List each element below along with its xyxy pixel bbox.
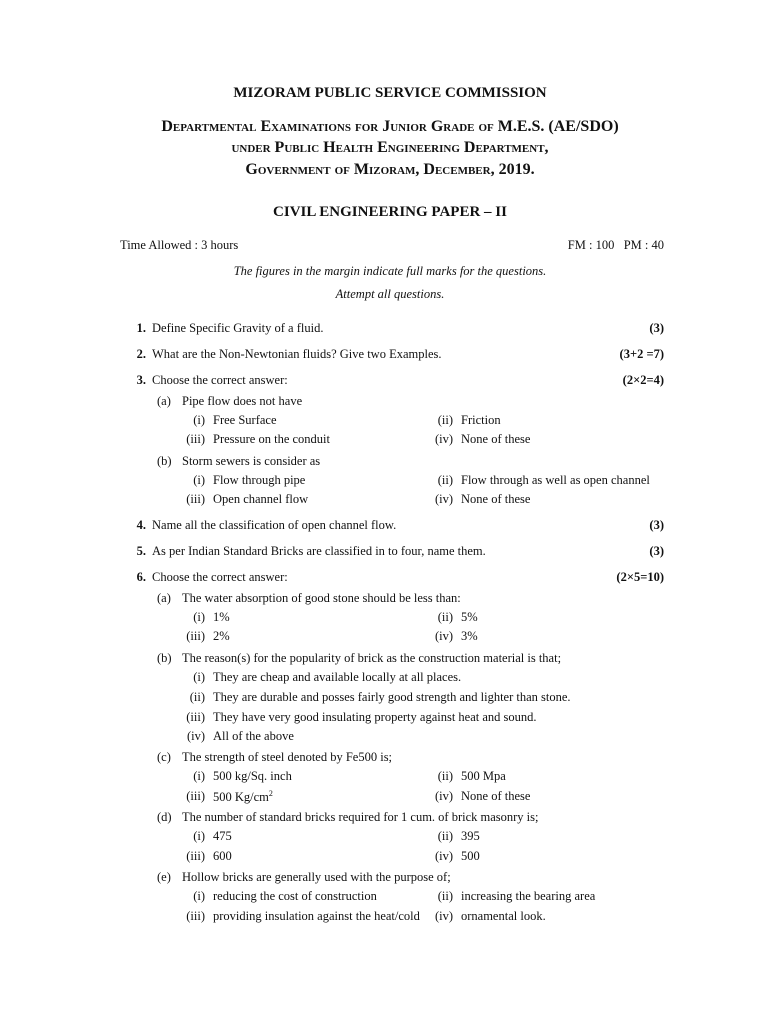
exam-line-2: under Public Health Engineering Department, <box>231 139 549 156</box>
sub-question-label: (b) <box>157 651 172 665</box>
sub-question-text: The number of standard bricks required for 1 cum. of brick masonry is; <box>182 810 539 824</box>
option-label: (iv) <box>186 729 205 743</box>
option-label: (i) <box>193 829 205 843</box>
option-label: (iii) <box>186 710 205 724</box>
question-text: Define Specific Gravity of a fluid. <box>152 321 324 335</box>
option-text: All of the above <box>213 729 294 743</box>
option-text: ornamental look. <box>461 909 546 923</box>
option-text: None of these <box>461 492 531 506</box>
sub-question-label: (d) <box>157 810 172 824</box>
exam-line-3: Government of Mizoram, December, 2019. <box>245 161 535 178</box>
option-text: They have very good insulating property against heat and sound. <box>213 710 537 724</box>
option-text: Flow through as well as open channel <box>461 473 650 487</box>
option-label: (ii) <box>437 610 453 624</box>
option-text: 500 kg/Sq. inch <box>213 769 292 783</box>
option-label: (i) <box>193 769 205 783</box>
question-marks: (2×2=4) <box>622 373 664 387</box>
exam-line-1: Departmental Examinations for Junior Grade of M.E.S. (AE/SDO) <box>161 118 619 135</box>
option-label: (iv) <box>434 629 453 643</box>
option-text: 395 <box>461 829 480 843</box>
option-text: None of these <box>461 789 531 803</box>
option-text: Friction <box>461 413 501 427</box>
sub-question-text: Hollow bricks are generally used with the purpose of; <box>182 870 451 884</box>
option-text: 1% <box>213 610 230 624</box>
option-text: Free Surface <box>213 413 277 427</box>
question-text: Choose the correct answer: <box>152 570 288 584</box>
sub-question-text: Storm sewers is consider as <box>182 454 321 468</box>
option-label: (ii) <box>437 829 453 843</box>
question-marks: (3) <box>649 544 664 558</box>
option-text: increasing the bearing area <box>461 889 596 903</box>
sub-question-label: (a) <box>157 394 171 408</box>
option-text: Open channel flow <box>213 492 309 506</box>
option-label: (ii) <box>189 690 205 704</box>
option-label: (iv) <box>434 492 453 506</box>
option-value: 500 Kg/cm <box>213 790 269 805</box>
option-label: (ii) <box>437 413 453 427</box>
option-text: 2% <box>213 629 230 643</box>
option-label: (iv) <box>434 849 453 863</box>
option-text: 500 Mpa <box>461 769 506 783</box>
option-label: (iii) <box>186 629 205 643</box>
option-text: 5% <box>461 610 478 624</box>
option-label: (ii) <box>437 889 453 903</box>
sub-question-label: (e) <box>157 870 171 884</box>
instruction-note-1: The figures in the margin indicate full marks for the questions. <box>233 264 547 278</box>
option-label: (ii) <box>437 769 453 783</box>
question-marks: (3+2 =7) <box>619 347 664 361</box>
superscript: 2 <box>268 789 273 798</box>
option-label: (iii) <box>186 849 205 863</box>
commission-title: MIZORAM PUBLIC SERVICE COMMISSION <box>233 85 547 101</box>
question-number: 1. <box>136 321 146 335</box>
question-text: As per Indian Standard Bricks are classified in to four, name them. <box>152 544 486 558</box>
option-label: (iii) <box>186 789 205 803</box>
question-number: 6. <box>136 570 146 584</box>
question-text: Name all the classification of open channel flow. <box>152 518 397 532</box>
option-label: (iv) <box>434 909 453 923</box>
option-label: (i) <box>193 473 205 487</box>
option-label: (iv) <box>434 789 453 803</box>
sub-question-label: (c) <box>157 750 171 764</box>
option-text: providing insulation against the heat/cold <box>213 909 420 923</box>
sub-question-text: The reason(s) for the popularity of brick as the construction material is that; <box>182 651 562 665</box>
option-label: (i) <box>193 670 205 684</box>
option-label: (i) <box>193 413 205 427</box>
option-label: (iii) <box>186 909 205 923</box>
option-text: None of these <box>461 432 531 446</box>
question-marks: (3) <box>649 321 664 335</box>
question-number: 4. <box>136 518 146 532</box>
option-label: (iv) <box>434 432 453 446</box>
option-text: 475 <box>213 829 232 843</box>
option-text: They are durable and posses fairly good strength and lighter than stone. <box>213 690 571 704</box>
option-text <box>213 789 273 805</box>
instruction-note-2: Attempt all questions. <box>335 287 445 301</box>
sub-question-text: Pipe flow does not have <box>182 394 303 408</box>
option-label: (i) <box>193 610 205 624</box>
question-number: 5. <box>136 544 146 558</box>
option-text: 500 <box>461 849 480 863</box>
full-marks: FM : 100 PM : 40 <box>567 238 664 252</box>
option-label: (i) <box>193 889 205 903</box>
option-label: (iii) <box>186 432 205 446</box>
question-text: What are the Non-Newtonian fluids? Give two Examples. <box>152 347 442 361</box>
time-allowed: Time Allowed : 3 hours <box>120 238 239 252</box>
question-text: Choose the correct answer: <box>152 373 288 387</box>
sub-question-text: The strength of steel denoted by Fe500 is; <box>182 750 393 764</box>
sub-question-text: The water absorption of good stone should be less than: <box>182 591 461 605</box>
question-number: 3. <box>136 373 146 387</box>
option-label: (iii) <box>186 492 205 506</box>
option-label: (ii) <box>437 473 453 487</box>
sub-question-label: (a) <box>157 591 171 605</box>
option-text: Pressure on the conduit <box>213 432 330 446</box>
question-marks: (2×5=10) <box>616 570 664 584</box>
sub-question-label: (b) <box>157 454 172 468</box>
question-marks: (3) <box>649 518 664 532</box>
question-number: 2. <box>136 347 146 361</box>
option-text: They are cheap and available locally at all places. <box>213 670 462 684</box>
option-text: reducing the cost of construction <box>213 889 377 903</box>
paper-title: CIVIL ENGINEERING PAPER – II <box>273 204 507 220</box>
option-text: 600 <box>213 849 232 863</box>
option-text: 3% <box>461 629 478 643</box>
option-text: Flow through pipe <box>213 473 306 487</box>
